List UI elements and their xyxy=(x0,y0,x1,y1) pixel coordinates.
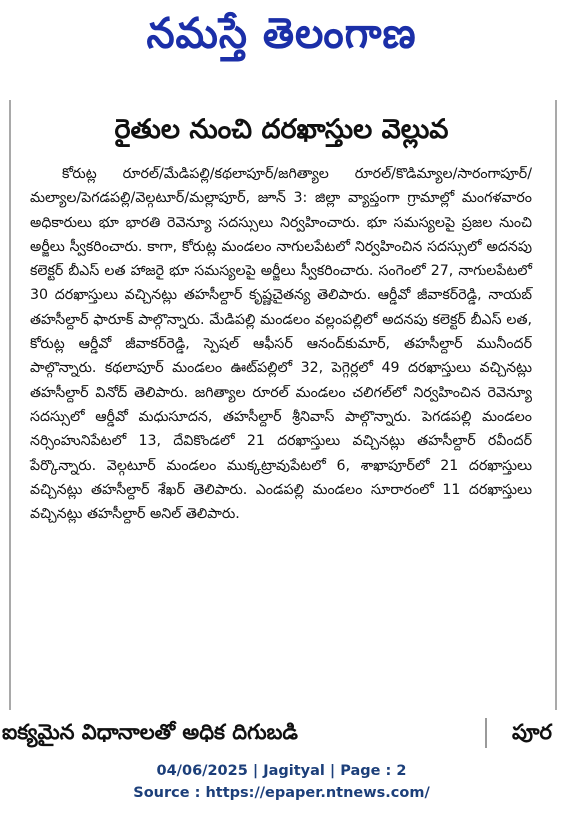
date-edition-page: 04/06/2025 | Jagityal | Page : 2 xyxy=(156,763,407,779)
source-link[interactable]: Source : https://epaper.ntnews.com/ xyxy=(133,785,430,801)
adjacent-headline-right: పూర xyxy=(512,720,552,744)
adjacent-articles-strip xyxy=(0,716,563,748)
clip-footer xyxy=(0,760,563,804)
masthead xyxy=(0,0,563,78)
article-headline: రైతుల నుంచి దరఖాస్తుల వెల్లువ xyxy=(114,114,449,145)
column-divider xyxy=(485,718,487,748)
article-body: కోరుట్ల రూరల్/మేడిపల్లి/కథలాపూర్/జగిత్యాల రూరల్/కొడిమ్యాల/సారంగాపూర్/మల్యాల/పెగడపల్లి/వెల్గటూర్/మల్లాపూర్, జూన్ 3: జిల్లా వ్యాప్తంగా గ్రామాల్లో మంగళవారం అధికారులు భూ భారతి రెవెన్యూ సదస్సులు నిర్వహించారు. భూ సమస్యలపై ప్రజల నుంచి అర్జీలు స్వీకరించారు. కాగా, కోరుట్ల మండలం నాగులపేటలో నిర్వహించిన సదస్సులో అదనపు కలెక్టర్ బీఎస్ లత హాజరై భూ సమస్యలపై అర్జీలు స్వీకరించారు. సంగెంలో 27, నాగులపేటలో 30 దరఖాస్తులు వచ్చినట్లు తహసీల్దార్ కృష్ణచైతన్య తెలిపారు. ఆర్డీవో జీవాకర్‌రెడ్డి, నాయబ్ తహసీల్దార్ ఫారూక్ పాల్గొన్నారు. మేడిపల్లి మండలం వల్లంపల్లిలో అదనపు కలెక్టర్ బీఎస్ లత, కోరుట్ల ఆర్డీవో జీవాకర్‌రెడ్డి, స్పెషల్ ఆఫీసర్ ఆనంద్‌కుమార్, తహసీల్దార్ మునీందర్ పాల్గొన్నారు. కథలాపూర్ మండలం ఊట్‌పల్లిలో 32, పెగ్గెర్లలో 49 దరఖాస్తులు వచ్చినట్లు తహసీల్దార్ వినోద్ తెలిపారు. జగిత్యాల రూరల్ మండలం చలిగల్‌లో నిర్వహించిన రెవెన్యూ సదస్సులో ఆర్డీవో మధుసూదన, తహసీల్దార్ శ్రీనివాస్ పాల్గొన్నారు. పెగడపల్లి మండలం నర్సింహునిపేటలో 13, దేవికొండలో 21 దరఖాస్తులు వచ్చినట్లు తహసీల్దార్ రవీందర్ పేర్కొన్నారు. వెల్గటూర్ మండలం ముక్కట్రావుపేటలో 6, శాఖాపూర్‌లో 21 దరఖాస్తులు వచ్చినట్లు తహసీల్దార్ శేఖర్ తెలిపారు. ఎండపల్లి మండలం సూరారంలో 11 దరఖాస్తులు వచ్చినట్లు తహసీల్దార్ అనిల్ తెలిపారు. xyxy=(30,166,532,523)
newspaper-title: నమస్తే తెలంగాణ xyxy=(146,9,417,58)
adjacent-headline-left: ఐక్యమైన విధానాలతో అధిక దిగుబడి xyxy=(2,720,298,744)
